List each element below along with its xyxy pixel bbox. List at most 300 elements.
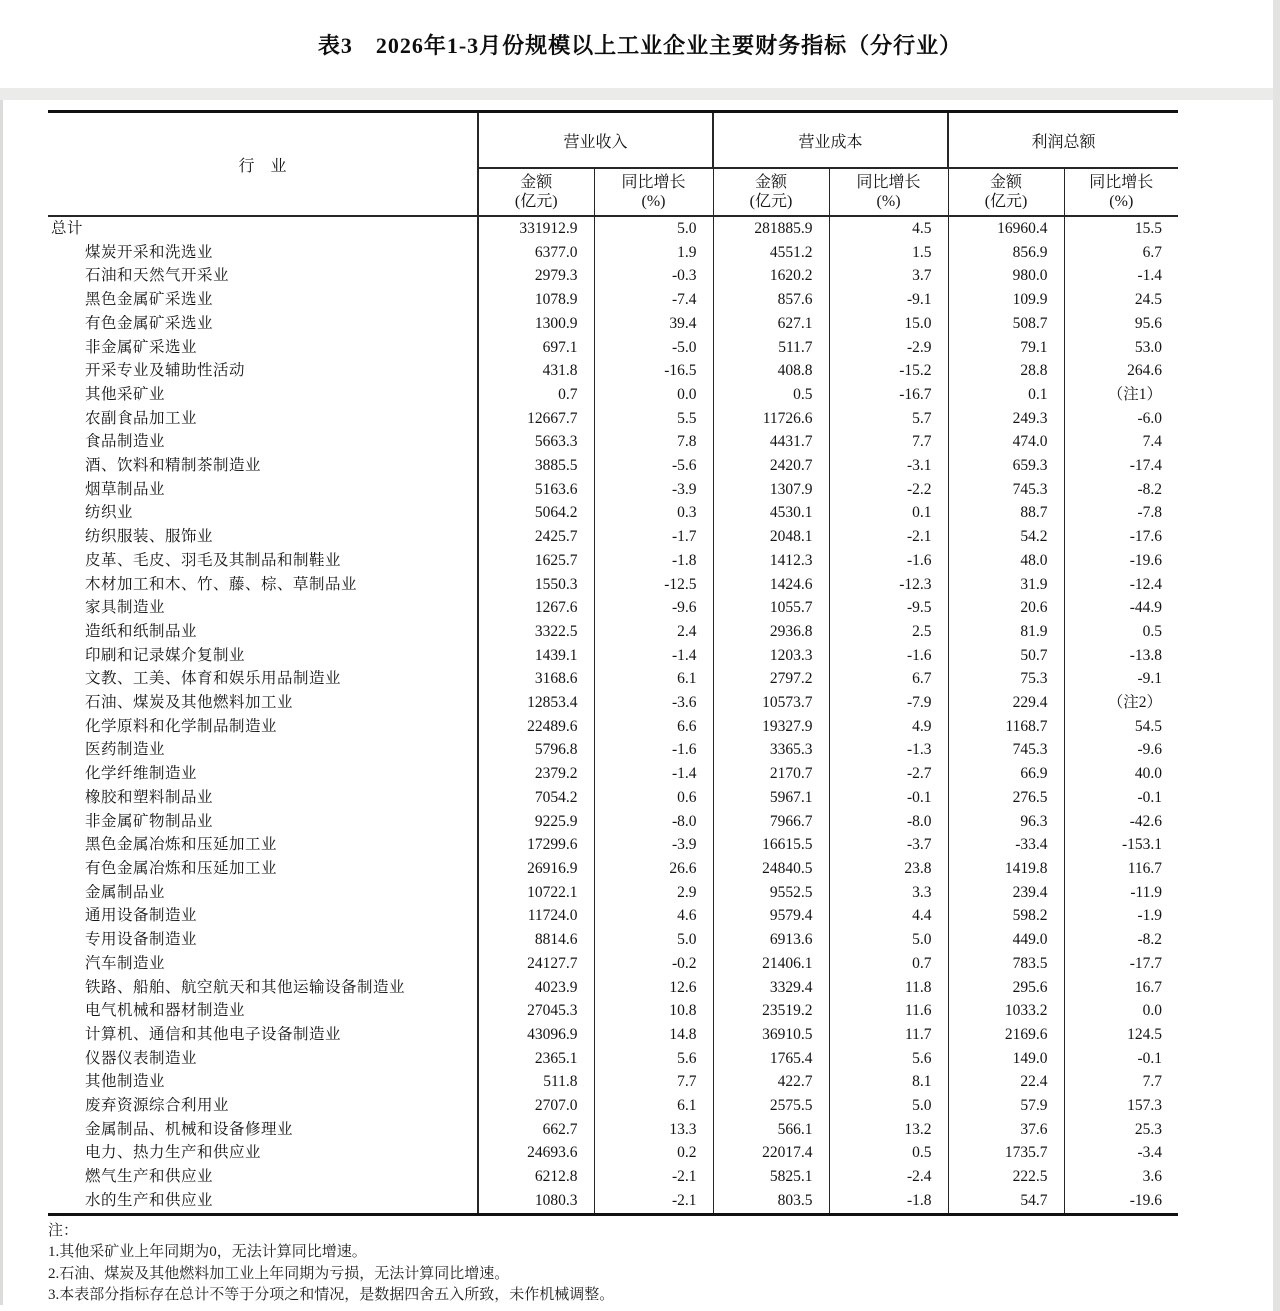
cell-value: 229.4 (948, 691, 1064, 715)
cell-value: 11726.6 (713, 407, 829, 431)
cell-value: 7.4 (1142, 433, 1163, 451)
industry-name: 铁路、船舶、航空航天和其他运输设备制造业 (48, 976, 478, 1000)
table-row (48, 573, 1178, 597)
cell-value: 36910.5 (713, 1023, 829, 1047)
cell-value: 6.7 (1142, 243, 1163, 261)
footnote-item: 1.其他采矿业上年同期为0，无法计算同比增速。 (48, 1244, 367, 1261)
cell-value: 7966.7 (713, 810, 829, 834)
cell-value: 124.5 (1127, 1025, 1163, 1043)
cell-value: 8.1 (829, 1070, 948, 1094)
industry-name: 其他采矿业 (48, 383, 478, 407)
cell-value: -7.8 (1137, 504, 1163, 522)
cell-value: 10573.7 (713, 691, 829, 715)
cell-value: 22.4 (948, 1070, 1064, 1094)
cell-value: 6212.8 (478, 1165, 594, 1189)
cell-value: 6.7 (829, 667, 948, 691)
table-row (48, 810, 1178, 834)
cell-value: 1.5 (829, 241, 948, 265)
cell-value: -16.5 (594, 359, 713, 383)
table-row (48, 312, 1178, 336)
cell-value: 2707.0 (478, 1094, 594, 1118)
cell-value: 7.7 (1142, 1073, 1163, 1091)
cell-value: -0.2 (594, 952, 713, 976)
cell-value: -5.0 (594, 336, 713, 360)
industry-name: 石油、煤炭及其他燃料加工业 (48, 691, 478, 715)
cell-value: 11.6 (829, 999, 948, 1023)
cell-value: -9.5 (829, 596, 948, 620)
subheader-amount-unit: (亿元) (984, 193, 1028, 210)
cell-value: 4431.7 (713, 430, 829, 454)
cell-value: 0.2 (594, 1141, 713, 1165)
cell-value: （注1） (1107, 385, 1163, 403)
cell-value: -17.6 (1129, 528, 1163, 546)
cell-value: 2048.1 (713, 525, 829, 549)
industry-name: 金属制品、机械和设备修理业 (48, 1118, 478, 1142)
subheader-growth-unit: (%) (876, 193, 901, 210)
cell-value: 12.6 (594, 976, 713, 1000)
cell-value: 0.5 (713, 383, 829, 407)
cell-value: 48.0 (948, 549, 1064, 573)
cell-value: -15.2 (829, 359, 948, 383)
cell-value: -3.9 (594, 833, 713, 857)
cell-value: 1080.3 (478, 1189, 594, 1214)
cell-value: 511.8 (478, 1070, 594, 1094)
cell-value: -9.6 (594, 596, 713, 620)
cell-value: 3365.3 (713, 738, 829, 762)
title-section (0, 0, 1280, 88)
table-row (48, 430, 1178, 454)
cell-value: 11.7 (829, 1023, 948, 1047)
cell-value: 25.3 (1134, 1120, 1163, 1138)
column-group-operating-cost: 营业成本 (713, 112, 948, 169)
cell-value: 856.9 (948, 241, 1064, 265)
cell-value: 13.3 (594, 1118, 713, 1142)
industry-name: 计算机、通信和其他电子设备制造业 (48, 1023, 478, 1047)
cell-value: 26916.9 (478, 857, 594, 881)
cell-value: 2575.5 (713, 1094, 829, 1118)
cell-value: 4551.2 (713, 241, 829, 265)
cell-value: 9552.5 (713, 881, 829, 905)
subheader-growth-label: 同比增长 (621, 174, 686, 191)
industry-name: 水的生产和供应业 (48, 1189, 478, 1214)
cell-value: -8.2 (1137, 480, 1163, 498)
industry-name: 化学原料和化学制品制造业 (48, 715, 478, 739)
cell-value: 431.8 (478, 359, 594, 383)
industry-name: 燃气生产和供应业 (48, 1165, 478, 1189)
table-row (48, 786, 1178, 810)
cell-value: 5.5 (594, 407, 713, 431)
cell-value: 157.3 (1127, 1097, 1163, 1115)
cell-value: 1300.9 (478, 312, 594, 336)
cell-value: 4023.9 (478, 976, 594, 1000)
table-row (48, 857, 1178, 881)
cell-value: -42.6 (1129, 812, 1163, 830)
industry-name: 黑色金属冶炼和压延加工业 (48, 833, 478, 857)
cell-value: 15.5 (1134, 220, 1163, 237)
cell-value: 4530.1 (713, 501, 829, 525)
cell-value: 7054.2 (478, 786, 594, 810)
cell-value: 19327.9 (713, 715, 829, 739)
cell-value: 422.7 (713, 1070, 829, 1094)
industry-name: 煤炭开采和洗选业 (48, 241, 478, 265)
cell-value: -44.9 (1129, 599, 1163, 617)
cell-value: 17299.6 (478, 833, 594, 857)
cell-value: 11724.0 (478, 904, 594, 928)
cell-value: -1.8 (829, 1189, 948, 1214)
cell-value: 96.3 (948, 810, 1064, 834)
cell-value: -3.7 (829, 833, 948, 857)
cell-value: 474.0 (948, 430, 1064, 454)
industry-name: 总计 (48, 216, 478, 241)
table-row (48, 359, 1178, 383)
table-row (48, 549, 1178, 573)
cell-value: 2.5 (829, 620, 948, 644)
cell-value: 26.6 (594, 857, 713, 881)
cell-value: 745.3 (948, 478, 1064, 502)
cell-value: 54.7 (948, 1189, 1064, 1214)
table-row (48, 715, 1178, 739)
cell-value: 9225.9 (478, 810, 594, 834)
table-row (48, 1189, 1178, 1214)
industry-name: 通用设备制造业 (48, 904, 478, 928)
table-row (48, 667, 1178, 691)
industry-name: 仪器仪表制造业 (48, 1047, 478, 1071)
table-row (48, 478, 1178, 502)
cell-value: 508.7 (948, 312, 1064, 336)
page-scrollbar[interactable] (1273, 0, 1280, 1311)
cell-value: 1203.3 (713, 644, 829, 668)
cell-value: 1439.1 (478, 644, 594, 668)
subheader-amount-unit: (亿元) (514, 193, 558, 210)
cell-value: 5.0 (829, 1094, 948, 1118)
table-row (48, 264, 1178, 288)
cell-value: 408.8 (713, 359, 829, 383)
cell-value: 1.9 (594, 241, 713, 265)
industry-name: 造纸和纸制品业 (48, 620, 478, 644)
cell-value: -11.9 (1130, 883, 1163, 901)
cell-value: 4.4 (829, 904, 948, 928)
industry-name: 电力、热力生产和供应业 (48, 1141, 478, 1165)
cell-value: 54.5 (1134, 717, 1163, 735)
cell-value: 81.9 (948, 620, 1064, 644)
cell-value: -12.5 (594, 573, 713, 597)
cell-value: -7.9 (829, 691, 948, 715)
cell-value: -9.1 (829, 288, 948, 312)
cell-value: 0.1 (948, 383, 1064, 407)
table-row (48, 762, 1178, 786)
column-header-industry: 行 业 (48, 112, 478, 217)
cell-value: 1735.7 (948, 1141, 1064, 1165)
table-row (48, 501, 1178, 525)
table-row (48, 1141, 1178, 1165)
cell-value: -1.6 (829, 644, 948, 668)
cell-value: 249.3 (948, 407, 1064, 431)
cell-value: -153.1 (1122, 836, 1163, 854)
table-row (48, 216, 1178, 241)
subheader-cost-growth (829, 168, 948, 216)
cell-value: 1267.6 (478, 596, 594, 620)
cell-value: 23.8 (829, 857, 948, 881)
cell-value: 2365.1 (478, 1047, 594, 1071)
cell-value: -33.4 (948, 833, 1064, 857)
cell-value: -17.4 (1129, 457, 1163, 475)
footnotes (48, 1221, 1280, 1307)
cell-value: 662.7 (478, 1118, 594, 1142)
cell-value: 2.4 (594, 620, 713, 644)
cell-value: 5.7 (829, 407, 948, 431)
industry-name: 皮革、毛皮、羽毛及其制品和制鞋业 (48, 549, 478, 573)
cell-value: 6.1 (594, 1094, 713, 1118)
cell-value: 239.4 (948, 881, 1064, 905)
cell-value: 23519.2 (713, 999, 829, 1023)
cell-value: -1.4 (1137, 267, 1163, 285)
cell-value: 5.6 (594, 1047, 713, 1071)
industry-name: 木材加工和木、竹、藤、棕、草制品业 (48, 573, 478, 597)
cell-value: 54.2 (948, 525, 1064, 549)
cell-value: 31.9 (948, 573, 1064, 597)
cell-value: 4.5 (829, 216, 948, 241)
cell-value: 8814.6 (478, 928, 594, 952)
cell-value: 222.5 (948, 1165, 1064, 1189)
cell-value: 264.6 (1127, 362, 1163, 380)
cell-value: 15.0 (829, 312, 948, 336)
cell-value: 5.6 (829, 1047, 948, 1071)
table-row (48, 407, 1178, 431)
cell-value: 598.2 (948, 904, 1064, 928)
industry-name: 汽车制造业 (48, 952, 478, 976)
cell-value: 5.0 (594, 216, 713, 241)
cell-value: 88.7 (948, 501, 1064, 525)
industry-name: 家具制造业 (48, 596, 478, 620)
subheader-revenue-growth (594, 168, 713, 216)
cell-value: 5.0 (829, 928, 948, 952)
cell-value: 7.8 (594, 430, 713, 454)
industry-name: 酒、饮料和精制茶制造业 (48, 454, 478, 478)
cell-value: 295.6 (948, 976, 1064, 1000)
subheader-cost-amount (713, 168, 829, 216)
cell-value: 511.7 (713, 336, 829, 360)
table-row (48, 454, 1178, 478)
cell-value: -1.4 (594, 762, 713, 786)
cell-value: 22489.6 (478, 715, 594, 739)
cell-value: 5967.1 (713, 786, 829, 810)
group-header-row (48, 112, 1178, 169)
subheader-profit-amount (948, 168, 1064, 216)
column-group-operating-revenue: 营业收入 (478, 112, 713, 169)
industry-name: 非金属矿物制品业 (48, 810, 478, 834)
table-row (48, 1023, 1178, 1047)
cell-value: 116.7 (1127, 859, 1163, 877)
industry-name: 印刷和记录媒介复制业 (48, 644, 478, 668)
cell-value: 1620.2 (713, 264, 829, 288)
cell-value: 2425.7 (478, 525, 594, 549)
cell-value: 53.0 (1134, 338, 1163, 356)
cell-value: 2936.8 (713, 620, 829, 644)
industry-name: 废弃资源综合利用业 (48, 1094, 478, 1118)
cell-value: 3322.5 (478, 620, 594, 644)
cell-value: 75.3 (948, 667, 1064, 691)
industry-name: 非金属矿采选业 (48, 336, 478, 360)
cell-value: 50.7 (948, 644, 1064, 668)
cell-value: -0.1 (1137, 788, 1163, 806)
cell-value: -8.2 (1137, 931, 1163, 949)
cell-value: 627.1 (713, 312, 829, 336)
cell-value: 3885.5 (478, 454, 594, 478)
cell-value: 66.9 (948, 762, 1064, 786)
cell-value: 6.6 (594, 715, 713, 739)
cell-value: 7.7 (594, 1070, 713, 1094)
cell-value: 1078.9 (478, 288, 594, 312)
industry-name: 金属制品业 (48, 881, 478, 905)
cell-value: 0.0 (594, 383, 713, 407)
cell-value: 3329.4 (713, 976, 829, 1000)
industry-name: 化学纤维制造业 (48, 762, 478, 786)
cell-value: -2.2 (829, 478, 948, 502)
subheader-amount-label: 金额 (755, 174, 788, 191)
cell-value: 5663.3 (478, 430, 594, 454)
table-row (48, 383, 1178, 407)
table-row (48, 241, 1178, 265)
cell-value: -17.7 (1129, 954, 1163, 972)
cell-value: 28.8 (948, 359, 1064, 383)
cell-value: 16615.5 (713, 833, 829, 857)
cell-value: 79.1 (948, 336, 1064, 360)
table-row (48, 620, 1178, 644)
cell-value: 980.0 (948, 264, 1064, 288)
industry-name: 电气机械和器材制造业 (48, 999, 478, 1023)
table-body (48, 216, 1178, 1214)
cell-value: 43096.9 (478, 1023, 594, 1047)
cell-value: 149.0 (948, 1047, 1064, 1071)
page-title: 表3 2026年1-3月份规模以上工业企业主要财务指标（分行业） (317, 32, 963, 58)
subheader-amount-unit: (亿元) (749, 193, 793, 210)
cell-value: 5064.2 (478, 501, 594, 525)
cell-value: 5.0 (594, 928, 713, 952)
industry-name: 有色金属冶炼和压延加工业 (48, 857, 478, 881)
industry-name: 纺织业 (48, 501, 478, 525)
cell-value: 10.8 (594, 999, 713, 1023)
cell-value: 39.4 (594, 312, 713, 336)
cell-value: 1055.7 (713, 596, 829, 620)
cell-value: -12.4 (1129, 575, 1163, 593)
cell-value: 1550.3 (478, 573, 594, 597)
cell-value: -2.1 (594, 1189, 713, 1214)
cell-value: 12667.7 (478, 407, 594, 431)
table-row (48, 691, 1178, 715)
subheader-growth-label: 同比增长 (856, 174, 921, 191)
financial-indicators-table (48, 110, 1178, 1216)
cell-value: -0.1 (829, 786, 948, 810)
cell-value: 24840.5 (713, 857, 829, 881)
cell-value: -2.4 (829, 1165, 948, 1189)
industry-name: 烟草制品业 (48, 478, 478, 502)
table-row (48, 1070, 1178, 1094)
cell-value: 2797.2 (713, 667, 829, 691)
cell-value: 5825.1 (713, 1165, 829, 1189)
cell-value: 95.6 (1134, 314, 1163, 332)
cell-value: -8.0 (829, 810, 948, 834)
cell-value: -1.9 (1137, 907, 1163, 925)
cell-value: -0.3 (594, 264, 713, 288)
cell-value: 1168.7 (948, 715, 1064, 739)
cell-value: 13.2 (829, 1118, 948, 1142)
cell-value: 24.5 (1134, 291, 1163, 309)
cell-value: -19.6 (1129, 1191, 1163, 1209)
cell-value: -3.4 (1137, 1144, 1163, 1162)
cell-value: -0.1 (1137, 1049, 1163, 1067)
cell-value: 5163.6 (478, 478, 594, 502)
industry-name: 食品制造业 (48, 430, 478, 454)
column-group-total-profit: 利润总额 (948, 112, 1178, 169)
cell-value: -3.1 (829, 454, 948, 478)
industry-name: 开采专业及辅助性活动 (48, 359, 478, 383)
table-row (48, 1047, 1178, 1071)
cell-value: 659.3 (948, 454, 1064, 478)
cell-value: -12.3 (829, 573, 948, 597)
table-row (48, 596, 1178, 620)
table-row (48, 738, 1178, 762)
industry-name: 纺织服装、服饰业 (48, 525, 478, 549)
cell-value: 24693.6 (478, 1141, 594, 1165)
cell-value: 6377.0 (478, 241, 594, 265)
cell-value: 281885.9 (713, 216, 829, 241)
cell-value: 0.7 (478, 383, 594, 407)
cell-value: 5796.8 (478, 738, 594, 762)
cell-value: 783.5 (948, 952, 1064, 976)
cell-value: 2170.7 (713, 762, 829, 786)
cell-value: 109.9 (948, 288, 1064, 312)
left-edge-line (0, 100, 3, 1305)
cell-value: 0.5 (1142, 622, 1163, 640)
cell-value: 6.1 (594, 667, 713, 691)
cell-value: 4.6 (594, 904, 713, 928)
industry-name: 专用设备制造业 (48, 928, 478, 952)
cell-value: -2.1 (829, 525, 948, 549)
cell-value: -5.6 (594, 454, 713, 478)
cell-value: 27045.3 (478, 999, 594, 1023)
subheader-amount-label: 金额 (990, 174, 1023, 191)
cell-value: -8.0 (594, 810, 713, 834)
cell-value: -2.7 (829, 762, 948, 786)
table-row (48, 952, 1178, 976)
cell-value: 803.5 (713, 1189, 829, 1214)
cell-value: 11.8 (829, 976, 948, 1000)
cell-value: -6.0 (1137, 409, 1163, 427)
table-row (48, 881, 1178, 905)
cell-value: 3.6 (1142, 1168, 1163, 1186)
cell-value: 7.7 (829, 430, 948, 454)
table-row (48, 644, 1178, 668)
cell-value: 566.1 (713, 1118, 829, 1142)
cell-value: 21406.1 (713, 952, 829, 976)
cell-value: 1424.6 (713, 573, 829, 597)
table-row (48, 833, 1178, 857)
cell-value: 0.6 (594, 786, 713, 810)
cell-value: 0.0 (1142, 1002, 1163, 1020)
cell-value: 0.5 (829, 1141, 948, 1165)
cell-value: 9579.4 (713, 904, 829, 928)
table-row (48, 336, 1178, 360)
section-divider (0, 88, 1280, 100)
cell-value: -13.8 (1129, 646, 1163, 664)
industry-name: 其他制造业 (48, 1070, 478, 1094)
cell-value: -16.7 (829, 383, 948, 407)
cell-value: -1.8 (594, 549, 713, 573)
cell-value: 1765.4 (713, 1047, 829, 1071)
cell-value: 57.9 (948, 1094, 1064, 1118)
cell-value: 40.0 (1134, 765, 1163, 783)
cell-value: 37.6 (948, 1118, 1064, 1142)
